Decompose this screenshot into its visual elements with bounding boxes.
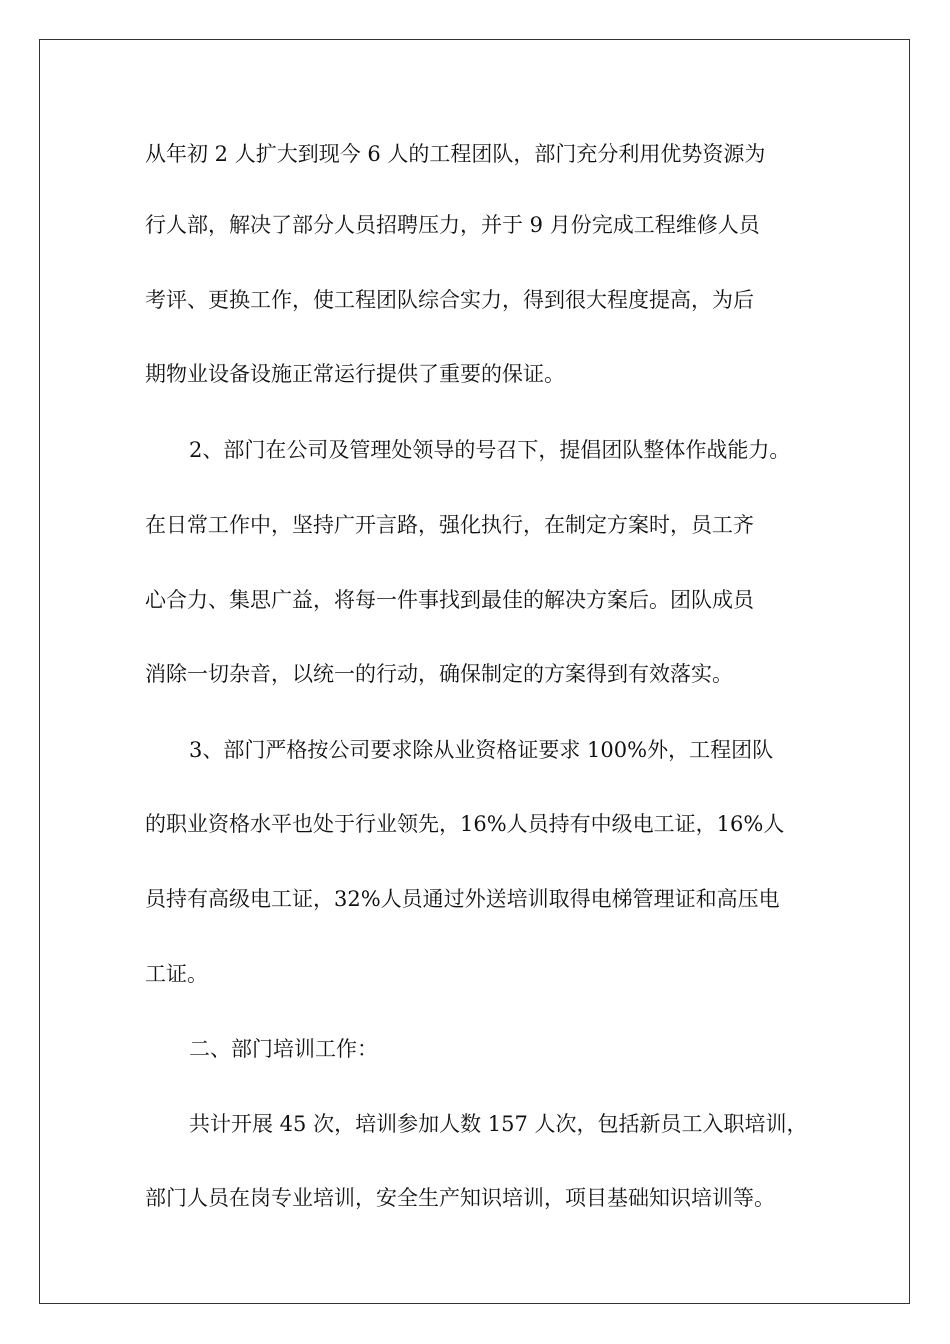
text-line: 消除一切杂音，以统一的行动，确保制定的方案得到有效落实。 xyxy=(145,662,733,686)
text-line: 的职业资格水平也处于行业领先，16%人员持有中级电工证，16%人 xyxy=(145,812,785,836)
text-line: 心合力、集思广益，将每一件事找到最佳的解决方案后。团队成员 xyxy=(145,588,754,612)
text-line: 工证。 xyxy=(145,962,208,986)
paragraph-2-first-line: 2、部门在公司及管理处领导的号召下，提倡团队整体作战能力。 xyxy=(189,438,791,462)
text-line: 部门人员在岗专业培训，安全生产知识培训，项目基础知识培训等。 xyxy=(145,1186,775,1210)
section-heading: 二、部门培训工作： xyxy=(189,1037,378,1061)
text-line: 员持有高级电工证，32%人员通过外送培训取得电梯管理证和高压电 xyxy=(145,887,780,911)
paragraph-3-first-line: 3、部门严格按公司要求除从业资格证要求 100%外，工程团队 xyxy=(189,738,774,762)
text-line: 期物业设备设施正常运行提供了重要的保证。 xyxy=(145,362,565,386)
text-line: 从年初 2 人扩大到现今 6 人的工程团队，部门充分利用优势资源为 xyxy=(145,142,766,166)
text-line: 行人部，解决了部分人员招聘压力，并于 9 月份完成工程维修人员 xyxy=(145,213,760,237)
text-line: 在日常工作中，坚持广开言路，强化执行，在制定方案时，员工齐 xyxy=(145,513,754,537)
text-line: 考评、更换工作，使工程团队综合实力，得到很大程度提高，为后 xyxy=(145,288,754,312)
training-paragraph-first-line: 共计开展 45 次，培训参加人数 157 人次，包括新员工入职培训， xyxy=(189,1112,808,1136)
